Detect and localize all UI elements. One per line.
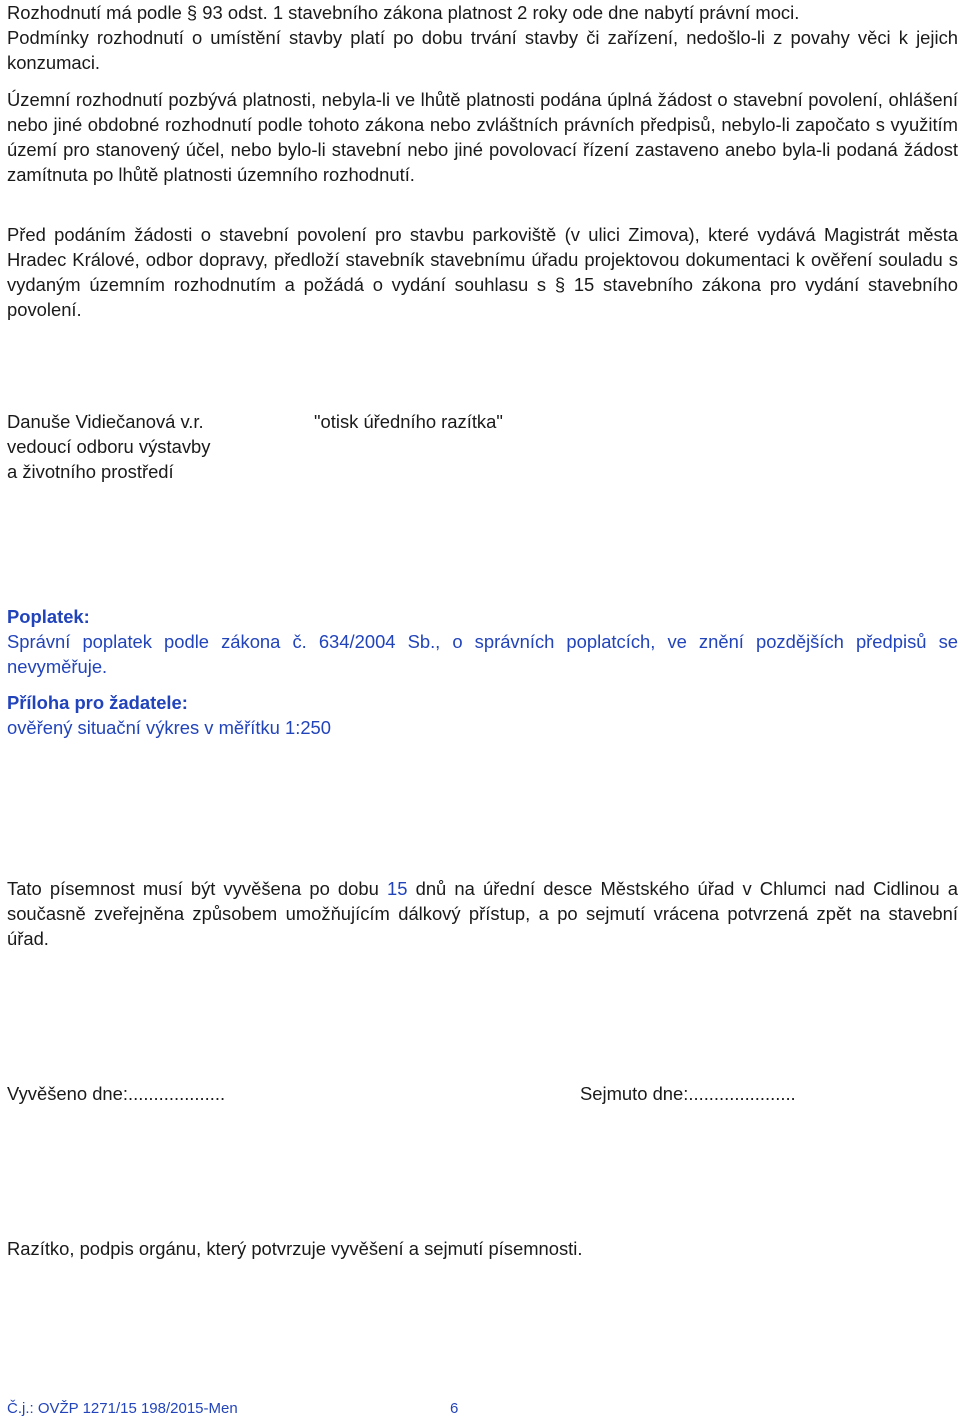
validity-line-1: Rozhodnutí má podle § 93 odst. 1 stavebního zákona platnost 2 roky ode dne nabytí právní moci. [7,2,800,23]
expiry-paragraph: Územní rozhodnutí pozbývá platnosti, nebyla-li ve lhůtě platnosti podána úplná žádost o stavební povolení, ohlášení nebo jiné obdobné rozhodnutí podle tohoto zákona nebo zvláštních právních předpisů, nebylo-li započato s využitím území pro stanovený účel, nebo bylo-li stavební nebo jiné povolovací řízení zastaveno anebo byla-li podaná žádost zamítnuta po lhůtě platnosti územního rozhodnutí. [7,89,958,185]
posting-section [7,876,958,951]
validity-line-2: Podmínky rozhodnutí o umístění stavby platí po dobu trvání stavby či zařízení, nedošlo-li z povahy věci k jejich konzumaci. [7,27,958,73]
removed-date-field: Sejmuto dne:..................... [580,1083,796,1104]
fee-text: Správní poplatek podle zákona č. 634/2004 Sb., o správních poplatcích, ve znění pozdějších předpisů se nevyměřuje. [7,631,958,677]
signature-block [7,409,297,484]
validity-section [7,0,958,75]
posting-paragraph [7,876,958,951]
permit-paragraph: Před podáním žádosti o stavební povolení pro stavbu parkoviště (v ulici Zimova), které vydává Magistrát města Hradec Králové, odbor dopravy, předloží stavebník stavebnímu úřadu projektovou dokumentaci k ověření souladu s vydaným územním rozhodnutím a požádá o vydání souhlasu s § 15 stavebního zákona pro vydání stavebního povolení. [7,224,958,320]
permit-section [7,222,958,322]
signatory-name: Danuše Vidiečanová v.r. [7,411,204,432]
attachment-text: ověřený situační výkres v měřítku 1:250 [7,717,332,738]
footer-page-number: 6 [450,1400,459,1417]
attachment-section [7,690,958,740]
posting-days: 15 [386,878,408,899]
official-stamp-placeholder: "otisk úředního razítka" [314,411,503,432]
footer-reference: Č.j.: OVŽP 1271/15 198/2015-Men [7,1400,238,1417]
signatory-role-line-2: a životního prostředí [7,461,174,482]
stamp-note: Razítko, podpis orgánu, který potvrzuje vyvěšení a sejmutí písemnosti. [7,1238,583,1259]
signatory-role-line-1: vedoucí odboru výstavby [7,436,211,457]
posting-text-after: dnů na úřední desce Městského úřad v Chlumci nad Cidlinou a současně zveřejněna způsobem umožňujícím dálkový přístup, a po sejmutí vrácena potvrzená zpět na stavební úřad. [7,878,958,949]
attachment-heading: Příloha pro žadatele: [7,692,188,713]
fee-heading: Poplatek: [7,606,90,627]
posting-text-before: Tato písemnost musí být vyvěšena po dobu [7,878,387,899]
fee-section [7,604,958,679]
posted-date-field: Vyvěšeno dne:................... [7,1083,226,1104]
expiry-section [7,87,958,187]
